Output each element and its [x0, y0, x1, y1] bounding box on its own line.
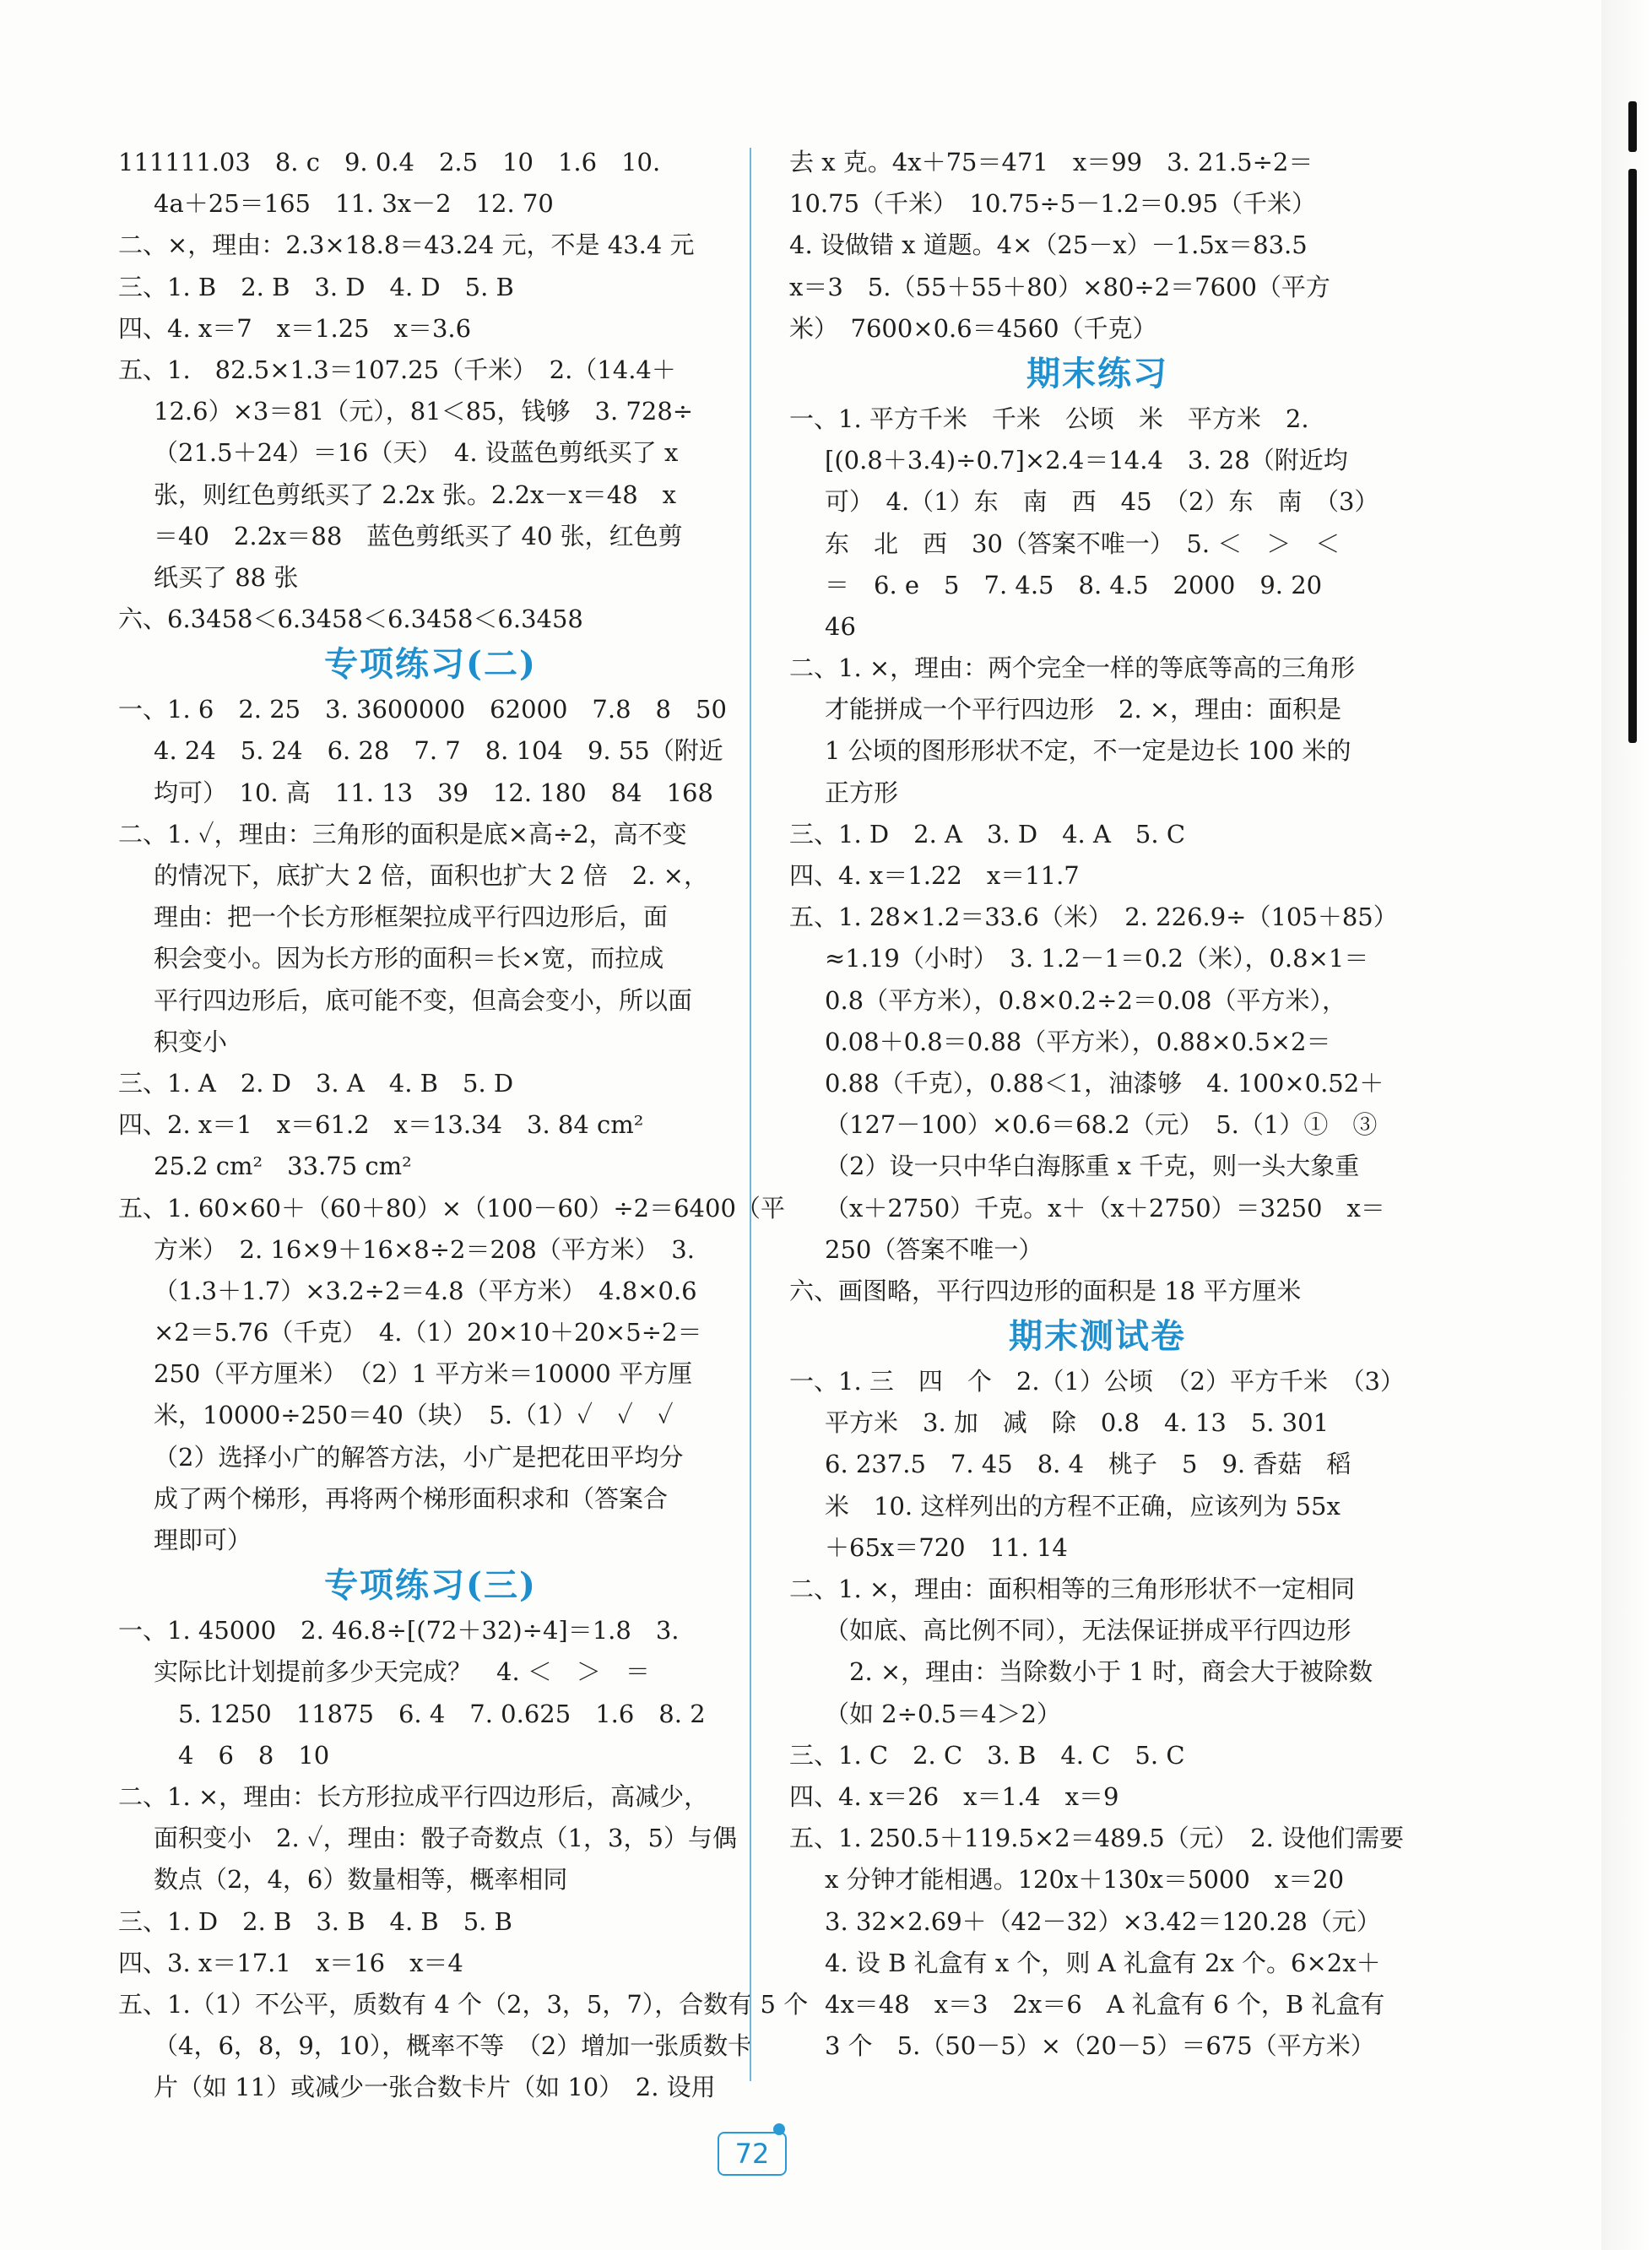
answer-line: 四、2. x＝1 x＝61.2 x＝13.34 3. 84 cm² [118, 1110, 644, 1140]
answer-line: 二、1. ✓，理由：三角形的面积是底×高÷2，高不变 [118, 819, 687, 848]
answer-line: （如底、高比例不同），无法保证拼成平行四边形 [825, 1616, 1351, 1645]
answer-line: 二、×，理由：2.3×18.8＝43.24 元，不是 43.4 元 [118, 230, 695, 260]
answer-line: ＝ 6. e 5 7. 4.5 8. 4.5 2000 9. 20 [825, 570, 1323, 599]
answer-line: 4 6 8 10 [154, 1740, 330, 1770]
apple-icon [773, 2123, 785, 2135]
page-number: 72 [718, 2132, 787, 2176]
right-column [789, 142, 1406, 2067]
answer-line: 四、4. x＝26 x＝1.4 x＝9 [789, 1781, 1119, 1811]
answer-line: 1 公顷的图形形状不定，不一定是边长 100 米的 [825, 736, 1351, 766]
section-heading: 期末测试卷 [1009, 1316, 1186, 1357]
answer-line: [(0.8＋3.4)÷0.7]×2.4＝14.4 3. 28（附近均 [825, 446, 1348, 475]
answer-line: 才能拼成一个平行四边形 2. ×，理由：面积是 [825, 695, 1342, 724]
answer-line: （如 2÷0.5＝4＞2） [825, 1699, 1061, 1728]
answer-line: 五、1. 60×60＋（60＋80）×（100－60）÷2＝6400（平 [118, 1193, 785, 1223]
section-heading: 专项练习(二) [324, 644, 537, 685]
answer-line: 0.88（千克），0.88＜1，油漆够 4. 100×0.52＋ [825, 1068, 1384, 1098]
answer-line: 四、4. x＝1.22 x＝11.7 [789, 861, 1080, 890]
answer-line: 方米） 2. 16×9＋16×8÷2＝208（平方米） 3. [154, 1234, 695, 1264]
answer-line: 片（如 11）或减少一张合数卡片（如 10） 2. 设用 [154, 2073, 716, 2102]
answer-line: 米 10. 这样列出的方程不正确，应该列为 55x [825, 1491, 1341, 1521]
answer-line: 3. 32×2.69＋（42－32）×3.42＝120.28（元） [825, 1906, 1381, 1936]
answer-line: 数点（2，4，6）数量相等，概率相同 [154, 1865, 568, 1895]
scan-mark [1628, 101, 1637, 152]
answer-line: 二、1. ×，理由：面积相等的三角形形状不一定相同 [789, 1575, 1356, 1603]
answer-line: 米） 7600×0.6＝4560（千克） [789, 313, 1157, 343]
answer-line: 五、1. 82.5×1.3＝107.25（千米） 2.（14.4＋ [118, 355, 676, 384]
answer-line: 46 [825, 611, 856, 641]
answer-line: 4. 设做错 x 道题。4×（25－x）－1.5x＝83.5 [789, 230, 1308, 260]
answer-line: 实际比计划提前多少天完成？ 4. ＜ ＞ ＝ [154, 1657, 650, 1687]
answer-line: （1.3＋1.7）×3.2÷2＝4.8（平方米） 4.8×0.6 [154, 1276, 697, 1305]
answer-line: 五、1. 250.5＋119.5×2＝489.5（元） 2. 设他们需要 [789, 1824, 1405, 1853]
answer-line: ＋65x＝720 11. 14 [825, 1532, 1068, 1562]
answer-line: （21.5＋24）＝16（天） 4. 设蓝色剪纸买了 x [154, 438, 679, 468]
answer-line: 一、1. 平方千米 千米 公顷 米 平方米 2. [789, 404, 1309, 433]
answer-line: 成了两个梯形，再将两个梯形面积求和（答案合 [154, 1483, 669, 1513]
answer-line: 10.75（千米） 10.75÷5－1.2＝0.95（千米） [789, 189, 1316, 219]
answer-line: 正方形 [825, 778, 899, 807]
answer-line: 25.2 cm² 33.75 cm² [154, 1152, 412, 1181]
answer-line: 一、1. 6 2. 25 3. 3600000 62000 7.8 8 50 [118, 695, 727, 724]
answer-line: 六、画图略，平行四边形的面积是 18 平方厘米 [789, 1276, 1302, 1305]
answer-line: 三、1. A 2. D 3. A 4. B 5. D [118, 1068, 514, 1098]
answer-line: 250（答案不唯一） [825, 1234, 1043, 1264]
answer-line: 四、4. x＝7 x＝1.25 x＝3.6 [118, 313, 472, 343]
section-heading: 期末练习 [1026, 353, 1168, 393]
section-heading: 专项练习(三) [324, 1565, 537, 1606]
answer-line: 三、1. D 2. A 3. D 4. A 5. C [789, 819, 1186, 848]
scan-mark [1628, 169, 1637, 743]
answer-line: 4. 设 B 礼盒有 x 个，则 A 礼盒有 2x 个。6×2x＋ [825, 1948, 1381, 1977]
answer-line: 2. ×，理由：当除数小于 1 时，商会大于被除数 [825, 1657, 1373, 1687]
answer-line: 4x＝48 x＝3 2x＝6 A 礼盒有 6 个，B 礼盒有 [825, 1989, 1385, 2019]
answer-line: 一、1. 三 四 个 2.（1）公顷 （2）平方千米 （3） [789, 1367, 1405, 1396]
answer-line: 可） 4.（1）东 南 西 45 （2）东 南 （3） [825, 487, 1379, 517]
answer-line: 五、1. 28×1.2＝33.6（米） 2. 226.9÷（105＋85） [789, 903, 1398, 932]
answer-line: （2）设一只中华白海豚重 x 千克，则一头大象重 [825, 1152, 1360, 1181]
answer-line: 面积变小 2. ✓，理由：骰子奇数点（1，3，5）与偶 [154, 1824, 737, 1853]
answer-line: ≈1.19（小时） 3. 1.2－1＝0.2（米），0.8×1＝ [825, 944, 1369, 973]
answer-line: 五、1.（1）不公平，质数有 4 个（2，3，5，7），合数有 5 个 [118, 1989, 809, 2019]
answer-line: 四、3. x＝17.1 x＝16 x＝4 [118, 1948, 463, 1977]
answer-line: 去 x 克。4x＋75＝471 x＝99 3. 21.5÷2＝ [789, 148, 1313, 176]
answer-line: 12.6）×3＝81（元），81＜85，钱够 3. 728÷ [154, 397, 694, 426]
answer-line: 6. 237.5 7. 45 8. 4 桃子 5 9. 香菇 稻 [825, 1450, 1351, 1479]
answer-line: 积变小 [154, 1027, 228, 1056]
answer-line: 0.08＋0.8＝0.88（平方米），0.88×0.5×2＝ [825, 1027, 1331, 1056]
answer-line: 4a＋25＝165 11. 3x－2 12. 70 [154, 189, 554, 219]
answer-line: 0.8（平方米），0.8×0.2÷2＝0.08（平方米）， [825, 985, 1346, 1015]
answer-line: 东 北 西 30（答案不唯一） 5. ＜ ＞ ＜ [825, 529, 1341, 558]
answer-line: 一、1. 45000 2. 46.8÷[(72＋32)÷4]＝1.8 3. [118, 1616, 680, 1645]
answer-line: x 分钟才能相遇。120x＋130x＝5000 x＝20 [825, 1865, 1345, 1895]
answer-line: 积会变小。因为长方形的面积＝长×宽，而拉成 [154, 944, 664, 973]
answer-line: 二、1. ×，理由：长方形拉成平行四边形后，高减少， [118, 1781, 709, 1811]
answer-line: 纸买了 88 张 [154, 562, 299, 592]
answer-line: （x＋2750）千克。x＋（x＋2750）＝3250 x＝ [825, 1193, 1385, 1223]
answer-line: 三、1. D 2. B 3. B 4. B 5. B [118, 1906, 512, 1936]
answer-line: 3 个 5.（50－5）×（20－5）＝675（平方米） [825, 2031, 1375, 2061]
answer-line: 4. 24 5. 24 6. 28 7. 7 8. 104 9. 55（附近 [154, 736, 723, 766]
answer-line: 的情况下，底扩大 2 倍，面积也扩大 2 倍 2. ×， [154, 861, 708, 890]
answer-line: 三、1. B 2. B 3. D 4. D 5. B [118, 272, 514, 301]
answer-line: 二、1. ×，理由：两个完全一样的等底等高的三角形 [789, 653, 1356, 683]
answer-line: 三、1. C 2. C 3. B 4. C 5. C [789, 1740, 1185, 1770]
answer-line: 平行四边形后，底可能不变，但高会变小，所以面 [154, 985, 693, 1015]
column-divider [750, 148, 751, 2081]
answer-line: 张，则红色剪纸买了 2.2x 张。2.2x－x＝48 x [154, 480, 676, 509]
answer-line: 250（平方厘米） （2）1 平方米＝10000 平方厘 [154, 1359, 692, 1389]
answer-line: ×2＝5.76（千克） 4.（1）20×10＋20×5÷2＝ [154, 1318, 702, 1347]
answer-line: 米，10000÷250＝40（块） 5.（1）✓ ✓ ✓ [154, 1401, 674, 1430]
answer-line: 均可） 10. 高 11. 13 39 12. 180 84 168 [154, 778, 713, 807]
answer-line: x＝3 5.（55＋55＋80）×80÷2＝7600（平方 [789, 272, 1330, 301]
answer-line: （2）选择小广的解答方法，小广是把花田平均分 [154, 1442, 684, 1472]
left-column [118, 142, 809, 2108]
scan-edge [1601, 0, 1652, 2250]
answer-line: （127－100）×0.6＝68.2（元） 5.（1）① ③ [825, 1110, 1378, 1140]
answer-line: 六、6.3̇458̇＜6.34̇58̇＜6.345̇8̇＜6.3458 [118, 605, 583, 634]
answer-line: 111111.03 8. c 9. 0.4 2.5 10 1.6 10. [118, 148, 661, 176]
answer-line: ＝40 2.2x＝88 蓝色剪纸买了 40 张，红色剪 [154, 521, 683, 550]
answer-line: 理由：把一个长方形框架拉成平行四边形后，面 [154, 903, 669, 932]
answer-line: 理即可） [154, 1526, 252, 1554]
answer-line: 5. 1250 11875 6. 4 7. 0.625 1.6 8. 2 [154, 1699, 706, 1728]
answer-line: 平方米 3. 加 减 除 0.8 4. 13 5. 301 [825, 1408, 1330, 1438]
answer-line: （4，6，8，9，10），概率不等 （2）增加一张质数卡 [154, 2031, 753, 2061]
